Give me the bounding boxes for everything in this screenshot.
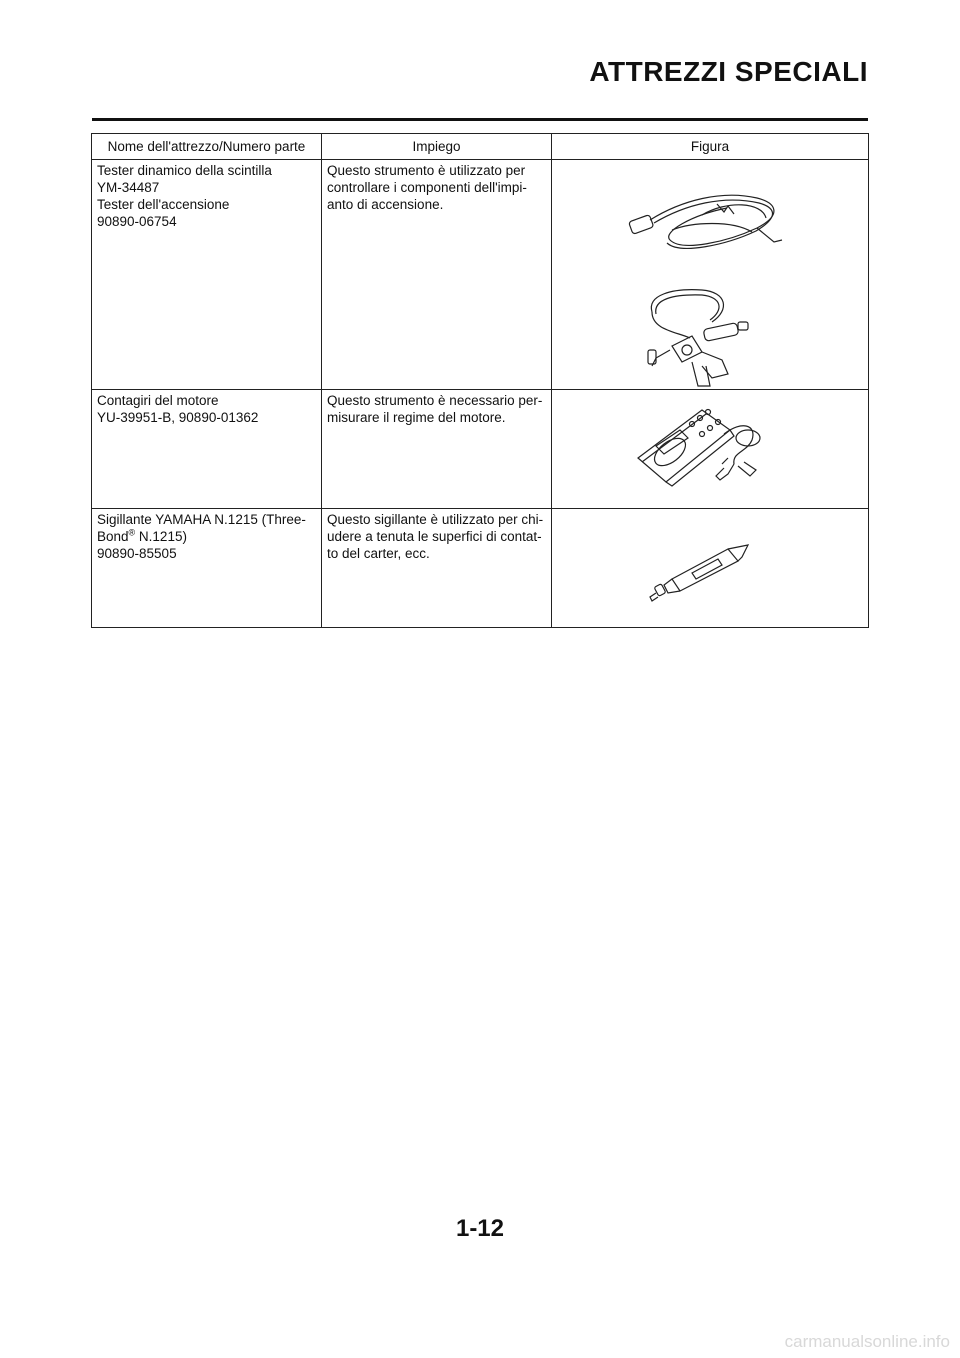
tool-name-line: Tester dinamico della scintilla bbox=[97, 163, 272, 178]
page-title: ATTREZZI SPECIALI bbox=[589, 56, 868, 87]
column-header-name: Nome dell'attrezzo/Numero parte bbox=[92, 134, 322, 160]
tool-use-line: misurare il regime del motore. bbox=[327, 410, 506, 425]
special-tools-table bbox=[91, 133, 869, 628]
tool-name-cell bbox=[92, 509, 322, 628]
tool-figure-cell bbox=[552, 509, 869, 628]
table-row bbox=[92, 390, 869, 509]
title-divider bbox=[92, 118, 868, 121]
tool-use-line: controllare i componenti dell'impi- bbox=[327, 180, 527, 195]
tool-name-line: Contagiri del motore bbox=[97, 393, 219, 408]
column-header-use: Impiego bbox=[322, 134, 552, 160]
tool-use-cell bbox=[322, 509, 552, 628]
table-row bbox=[92, 160, 869, 390]
tool-figure-cell bbox=[552, 390, 869, 509]
page-number: 1-12 bbox=[455, 1215, 505, 1242]
tool-part-number: YM-34487 bbox=[97, 180, 160, 195]
tool-name-cell bbox=[92, 390, 322, 509]
sealant-tube-icon bbox=[552, 509, 848, 627]
tool-part-number: 90890-06754 bbox=[97, 214, 177, 229]
tool-name-line: Bond® N.1215) bbox=[97, 527, 187, 544]
ignition-tester-icon bbox=[552, 160, 848, 389]
tool-name-line: Tester dell'accensione bbox=[97, 197, 230, 212]
tool-use-line: Questo sigillante è utilizzato per chi- bbox=[327, 512, 544, 527]
column-header-figure: Figura bbox=[552, 134, 869, 160]
registered-mark: ® bbox=[128, 527, 136, 538]
tool-use-cell bbox=[322, 390, 552, 509]
tool-figure-cell bbox=[552, 160, 869, 390]
tachometer-icon bbox=[552, 390, 848, 508]
table-header-row bbox=[92, 134, 869, 160]
tool-part-number: YU-39951-B, 90890-01362 bbox=[97, 410, 259, 425]
watermark-url: carmanualsonline.info bbox=[784, 1332, 950, 1351]
tool-use-line: udere a tenuta le superfici di contat- bbox=[327, 529, 542, 544]
tool-name-cell bbox=[92, 160, 322, 390]
tool-use-line: Questo strumento è necessario per- bbox=[327, 393, 543, 408]
tool-name-line: Sigillante YAMAHA N.1215 (Three- bbox=[97, 512, 306, 527]
tool-use-line: Questo strumento è utilizzato per bbox=[327, 163, 526, 178]
tool-use-line: to del carter, ecc. bbox=[327, 546, 430, 561]
table-row bbox=[92, 509, 869, 628]
tool-use-cell bbox=[322, 160, 552, 390]
tool-use-line: anto di accensione. bbox=[327, 197, 444, 212]
tool-part-number: 90890-85505 bbox=[97, 546, 177, 561]
